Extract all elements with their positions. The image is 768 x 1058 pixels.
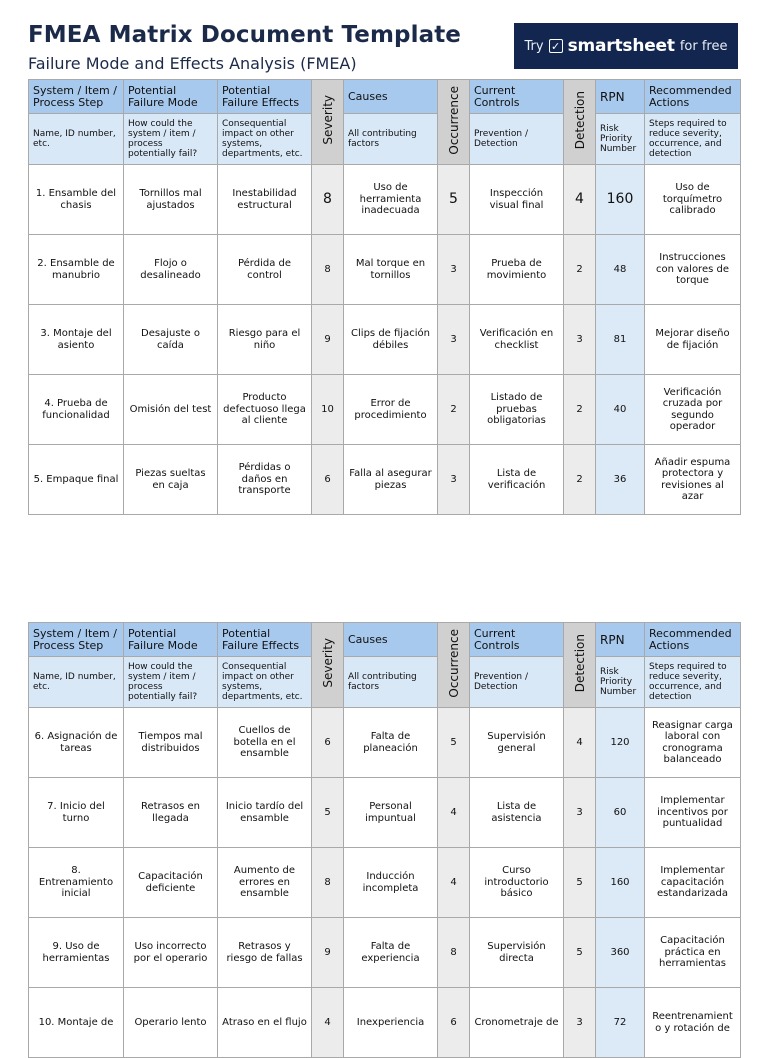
cell-step: 10. Montaje de — [29, 988, 124, 1058]
cell-severity: 8 — [312, 848, 344, 918]
cell-causes: Personal impuntual — [344, 778, 438, 848]
subheader-causes: All contributing factors — [344, 114, 438, 165]
subheader-system: Name, ID number, etc. — [29, 114, 124, 165]
cell-actions: Capacitación práctica en herramientas — [645, 918, 741, 988]
header-controls: Current Controls — [470, 80, 564, 114]
cell-rpn: 60 — [596, 778, 645, 848]
cell-detection: 5 — [564, 848, 596, 918]
header-detection-label: Detection — [572, 633, 587, 693]
table-row — [29, 918, 741, 988]
cell-severity: 8 — [312, 165, 344, 235]
fmea-table-1 — [28, 79, 741, 515]
cell-detection: 4 — [564, 165, 596, 235]
try-smartsheet-button[interactable] — [514, 23, 738, 69]
cell-failure-mode: Tornillos mal ajustados — [124, 165, 218, 235]
header-actions: Recommended Actions — [645, 80, 741, 114]
cell-actions: Implementar incentivos por puntualidad — [645, 778, 741, 848]
cell-step: 2. Ensamble de manubrio — [29, 235, 124, 305]
cell-failure-effects: Pérdidas o daños en transporte — [218, 445, 312, 515]
table-row — [29, 848, 741, 918]
cell-actions: Uso de torquímetro calibrado — [645, 165, 741, 235]
header-rpn: RPN — [596, 623, 645, 657]
subheader-failure-effects: Consequential impact on other systems, departments, etc. — [218, 114, 312, 165]
table-row — [29, 445, 741, 515]
cell-failure-mode: Flojo o desalineado — [124, 235, 218, 305]
cell-causes: Falta de planeación — [344, 708, 438, 778]
header-occurrence-label: Occurrence — [446, 85, 461, 155]
page-title: FMEA Matrix Document Template — [28, 22, 461, 48]
cell-actions: Reasignar carga laboral con cronograma balanceado — [645, 708, 741, 778]
table-row — [29, 305, 741, 375]
cell-detection: 2 — [564, 445, 596, 515]
subheader-failure-effects: Consequential impact on other systems, departments, etc. — [218, 657, 312, 708]
cell-failure-mode: Retrasos en llegada — [124, 778, 218, 848]
subheader-row — [29, 114, 741, 165]
header-severity — [312, 80, 344, 165]
cell-rpn: 160 — [596, 848, 645, 918]
subheader-actions: Steps required to reduce severity, occurrence, and detection — [645, 657, 741, 708]
cell-causes: Inducción incompleta — [344, 848, 438, 918]
subheader-failure-mode: How could the system / item / process potentially fail? — [124, 657, 218, 708]
try-label: Try — [524, 38, 544, 54]
cell-actions: Instrucciones con valores de torque — [645, 235, 741, 305]
cell-detection: 2 — [564, 235, 596, 305]
header-severity — [312, 623, 344, 708]
cell-failure-mode: Desajuste o caída — [124, 305, 218, 375]
cell-controls: Lista de asistencia — [470, 778, 564, 848]
cell-detection: 5 — [564, 918, 596, 988]
cell-rpn: 81 — [596, 305, 645, 375]
header-controls: Current Controls — [470, 623, 564, 657]
subheader-rpn: Risk Priority Number — [596, 114, 645, 165]
cell-failure-effects: Inicio tardío del ensamble — [218, 778, 312, 848]
table-row — [29, 235, 741, 305]
header-severity-label: Severity — [320, 95, 335, 145]
header-occurrence — [438, 80, 470, 165]
cell-failure-effects: Inestabilidad estructural — [218, 165, 312, 235]
cell-rpn: 160 — [596, 165, 645, 235]
cell-controls: Curso introductorio básico — [470, 848, 564, 918]
cell-severity: 8 — [312, 235, 344, 305]
cell-severity: 9 — [312, 918, 344, 988]
cell-actions: Verificación cruzada por segundo operador — [645, 375, 741, 445]
cell-occurrence: 8 — [438, 918, 470, 988]
cell-causes: Uso de herramienta inadecuada — [344, 165, 438, 235]
cell-occurrence: 2 — [438, 375, 470, 445]
header-causes: Causes — [344, 623, 438, 657]
header-occurrence-label: Occurrence — [446, 628, 461, 698]
header-row — [29, 623, 741, 657]
cell-failure-effects: Pérdida de control — [218, 235, 312, 305]
subheader-controls: Prevention / Detection — [470, 657, 564, 708]
header-row — [29, 80, 741, 114]
cell-failure-mode: Uso incorrecto por el operario — [124, 918, 218, 988]
cell-step: 3. Montaje del asiento — [29, 305, 124, 375]
table-row — [29, 708, 741, 778]
cell-failure-effects: Aumento de errores en ensamble — [218, 848, 312, 918]
header-actions: Recommended Actions — [645, 623, 741, 657]
table-row — [29, 988, 741, 1058]
cell-causes: Clips de fijación débiles — [344, 305, 438, 375]
header-detection — [564, 80, 596, 165]
cell-controls: Listado de pruebas obligatorias — [470, 375, 564, 445]
header-causes: Causes — [344, 80, 438, 114]
cell-rpn: 120 — [596, 708, 645, 778]
cell-causes: Falla al asegurar piezas — [344, 445, 438, 515]
cell-actions: Mejorar diseño de fijación — [645, 305, 741, 375]
header-failure-mode: Potential Failure Mode — [124, 80, 218, 114]
cell-severity: 10 — [312, 375, 344, 445]
cell-failure-mode: Tiempos mal distribuidos — [124, 708, 218, 778]
header-failure-effects: Potential Failure Effects — [218, 80, 312, 114]
cell-failure-effects: Atraso en el flujo — [218, 988, 312, 1058]
cell-failure-effects: Riesgo para el niño — [218, 305, 312, 375]
cell-occurrence: 4 — [438, 778, 470, 848]
table-row — [29, 778, 741, 848]
cell-detection: 2 — [564, 375, 596, 445]
cell-failure-mode: Capacitación deficiente — [124, 848, 218, 918]
header-occurrence — [438, 623, 470, 708]
cell-rpn: 48 — [596, 235, 645, 305]
subheader-controls: Prevention / Detection — [470, 114, 564, 165]
cell-occurrence: 3 — [438, 235, 470, 305]
cell-step: 6. Asignación de tareas — [29, 708, 124, 778]
cell-causes: Error de procedimiento — [344, 375, 438, 445]
cell-controls: Verificación en checklist — [470, 305, 564, 375]
cell-severity: 4 — [312, 988, 344, 1058]
header-failure-effects: Potential Failure Effects — [218, 623, 312, 657]
cell-controls: Lista de verificación — [470, 445, 564, 515]
subheader-causes: All contributing factors — [344, 657, 438, 708]
subheader-failure-mode: How could the system / item / process potentially fail? — [124, 114, 218, 165]
cell-step: 8. Entrenamiento inicial — [29, 848, 124, 918]
cell-controls: Inspección visual final — [470, 165, 564, 235]
cell-step: 1. Ensamble del chasis — [29, 165, 124, 235]
cell-rpn: 36 — [596, 445, 645, 515]
check-square-icon: ✓ — [549, 39, 563, 53]
cell-step: 5. Empaque final — [29, 445, 124, 515]
cell-failure-effects: Retrasos y riesgo de fallas — [218, 918, 312, 988]
subheader-system: Name, ID number, etc. — [29, 657, 124, 708]
brand-name: smartsheet — [567, 36, 675, 56]
cell-detection: 3 — [564, 305, 596, 375]
cell-failure-mode: Operario lento — [124, 988, 218, 1058]
cell-occurrence: 3 — [438, 445, 470, 515]
cell-severity: 5 — [312, 778, 344, 848]
fmea-table-2 — [28, 622, 741, 1058]
header-detection — [564, 623, 596, 708]
subheader-rpn: Risk Priority Number — [596, 657, 645, 708]
header-system: System / Item / Process Step — [29, 623, 124, 657]
table-row — [29, 165, 741, 235]
cell-occurrence: 4 — [438, 848, 470, 918]
cell-failure-mode: Omisión del test — [124, 375, 218, 445]
header-severity-label: Severity — [320, 638, 335, 688]
cell-occurrence: 3 — [438, 305, 470, 375]
cell-detection: 4 — [564, 708, 596, 778]
subheader-row — [29, 657, 741, 708]
cell-controls: Cronometraje de — [470, 988, 564, 1058]
table-row — [29, 375, 741, 445]
cell-controls: Supervisión general — [470, 708, 564, 778]
for-free-label: for free — [679, 38, 728, 54]
cell-rpn: 72 — [596, 988, 645, 1058]
cell-actions: Reentrenamient o y rotación de — [645, 988, 741, 1058]
cell-causes: Falta de experiencia — [344, 918, 438, 988]
cell-actions: Añadir espuma protectora y revisiones al azar — [645, 445, 741, 515]
cell-failure-effects: Cuellos de botella en el ensamble — [218, 708, 312, 778]
header-failure-mode: Potential Failure Mode — [124, 623, 218, 657]
cell-severity: 9 — [312, 305, 344, 375]
cell-occurrence: 5 — [438, 165, 470, 235]
cell-controls: Prueba de movimiento — [470, 235, 564, 305]
cell-detection: 3 — [564, 988, 596, 1058]
cell-step: 9. Uso de herramientas — [29, 918, 124, 988]
cell-actions: Implementar capacitación estandarizada — [645, 848, 741, 918]
cell-occurrence: 5 — [438, 708, 470, 778]
cell-detection: 3 — [564, 778, 596, 848]
cell-rpn: 40 — [596, 375, 645, 445]
cell-failure-mode: Piezas sueltas en caja — [124, 445, 218, 515]
header-rpn: RPN — [596, 80, 645, 114]
cell-step: 7. Inicio del turno — [29, 778, 124, 848]
page-subtitle: Failure Mode and Effects Analysis (FMEA) — [28, 54, 357, 73]
cell-failure-effects: Producto defectuoso llega al cliente — [218, 375, 312, 445]
cell-severity: 6 — [312, 708, 344, 778]
header-detection-label: Detection — [572, 90, 587, 150]
header-system: System / Item / Process Step — [29, 80, 124, 114]
cell-severity: 6 — [312, 445, 344, 515]
cell-rpn: 360 — [596, 918, 645, 988]
cell-causes: Inexperiencia — [344, 988, 438, 1058]
cell-controls: Supervisión directa — [470, 918, 564, 988]
cell-occurrence: 6 — [438, 988, 470, 1058]
subheader-actions: Steps required to reduce severity, occurrence, and detection — [645, 114, 741, 165]
cell-causes: Mal torque en tornillos — [344, 235, 438, 305]
cell-step: 4. Prueba de funcionalidad — [29, 375, 124, 445]
